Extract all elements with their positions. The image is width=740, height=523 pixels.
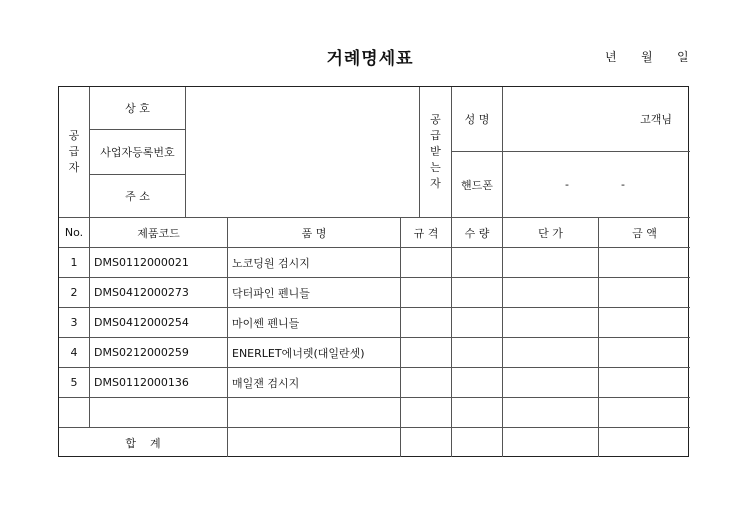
- supplier-name-label: 상 호: [90, 87, 186, 130]
- row-unit-price-field[interactable]: [503, 398, 599, 428]
- row-unit-price-field[interactable]: [503, 278, 599, 308]
- phone-separator: -: [621, 178, 625, 191]
- receiver-label-char: 는: [430, 161, 441, 174]
- supplier-reg-label: 사업자등록번호: [90, 130, 186, 175]
- row-name: ENERLET에너렛(대일란셋): [228, 338, 401, 368]
- supplier-label-char: 급: [68, 145, 80, 158]
- date-day-label: 일: [677, 50, 689, 64]
- row-no: 4: [59, 338, 90, 368]
- row-unit-price-field[interactable]: [503, 368, 599, 398]
- row-code-field[interactable]: [90, 398, 228, 428]
- row-no: 5: [59, 368, 90, 398]
- total-unit-price-field[interactable]: [503, 428, 599, 457]
- date-year-label: 년: [605, 50, 617, 64]
- receiver-label-char: 급: [430, 129, 441, 142]
- row-name: 마이쎈 펜니들: [228, 308, 401, 338]
- row-spec-field[interactable]: [401, 248, 452, 278]
- row-spec-field[interactable]: [401, 338, 452, 368]
- row-code: DMS0212000259: [90, 338, 228, 368]
- invoice-form: [58, 86, 689, 457]
- receiver-phone-label: 핸드폰: [452, 152, 503, 218]
- phone-separator: -: [565, 178, 569, 191]
- supplier-info-field[interactable]: [186, 87, 420, 218]
- receiver-label-char: 자: [430, 177, 441, 190]
- row-name-field[interactable]: [228, 398, 401, 428]
- row-qty-field[interactable]: [452, 278, 503, 308]
- row-unit-price-field[interactable]: [503, 308, 599, 338]
- row-qty-field[interactable]: [452, 398, 503, 428]
- receiver-name-value[interactable]: 고객님: [503, 87, 690, 152]
- supplier-label-char: 공: [68, 129, 80, 142]
- row-code: DMS0112000021: [90, 248, 228, 278]
- row-qty-field[interactable]: [452, 338, 503, 368]
- col-header-no: No.: [59, 218, 90, 248]
- row-amount-field[interactable]: [599, 338, 690, 368]
- receiver-label: [420, 87, 452, 218]
- supplier-label-char: 자: [68, 161, 80, 174]
- row-qty-field[interactable]: [452, 248, 503, 278]
- row-name: 노코딩원 검시지: [228, 248, 401, 278]
- col-header-qty: 수 량: [452, 218, 503, 248]
- receiver-phone-field[interactable]: [503, 152, 690, 218]
- supplier-addr-label: 주 소: [90, 175, 186, 218]
- row-amount-field[interactable]: [599, 278, 690, 308]
- col-header-spec: 규 격: [401, 218, 452, 248]
- date-month-label: 월: [641, 50, 653, 64]
- row-spec-field[interactable]: [401, 368, 452, 398]
- receiver-name-label: 성 명: [452, 87, 503, 152]
- receiver-label-char: 받: [430, 145, 441, 158]
- row-qty-field[interactable]: [452, 308, 503, 338]
- row-name: 닥터파인 펜니들: [228, 278, 401, 308]
- row-code: DMS0412000273: [90, 278, 228, 308]
- col-header-name: 품 명: [228, 218, 401, 248]
- supplier-label: [59, 87, 90, 218]
- total-qty-field[interactable]: [452, 428, 503, 457]
- row-no: 2: [59, 278, 90, 308]
- row-amount-field[interactable]: [599, 398, 690, 428]
- row-amount-field[interactable]: [599, 248, 690, 278]
- row-no: 3: [59, 308, 90, 338]
- row-no: 1: [59, 248, 90, 278]
- row-spec-field[interactable]: [401, 398, 452, 428]
- row-amount-field[interactable]: [599, 368, 690, 398]
- col-header-amount: 금 액: [599, 218, 690, 248]
- row-qty-field[interactable]: [452, 368, 503, 398]
- col-header-code: 제품코드: [90, 218, 228, 248]
- col-header-unit-price: 단 가: [503, 218, 599, 248]
- total-amount-field[interactable]: [599, 428, 690, 457]
- row-spec-field[interactable]: [401, 308, 452, 338]
- row-unit-price-field[interactable]: [503, 248, 599, 278]
- total-label: 합 계: [59, 428, 228, 457]
- total-spec-field[interactable]: [401, 428, 452, 457]
- row-name: 매일잰 검시지: [228, 368, 401, 398]
- receiver-label-char: 공: [430, 113, 441, 126]
- row-unit-price-field[interactable]: [503, 338, 599, 368]
- row-code: DMS0112000136: [90, 368, 228, 398]
- page-title: 거례명세표: [326, 49, 414, 69]
- row-no: [59, 398, 90, 428]
- row-spec-field[interactable]: [401, 278, 452, 308]
- row-amount-field[interactable]: [599, 308, 690, 338]
- total-name-field[interactable]: [228, 428, 401, 457]
- row-code: DMS0412000254: [90, 308, 228, 338]
